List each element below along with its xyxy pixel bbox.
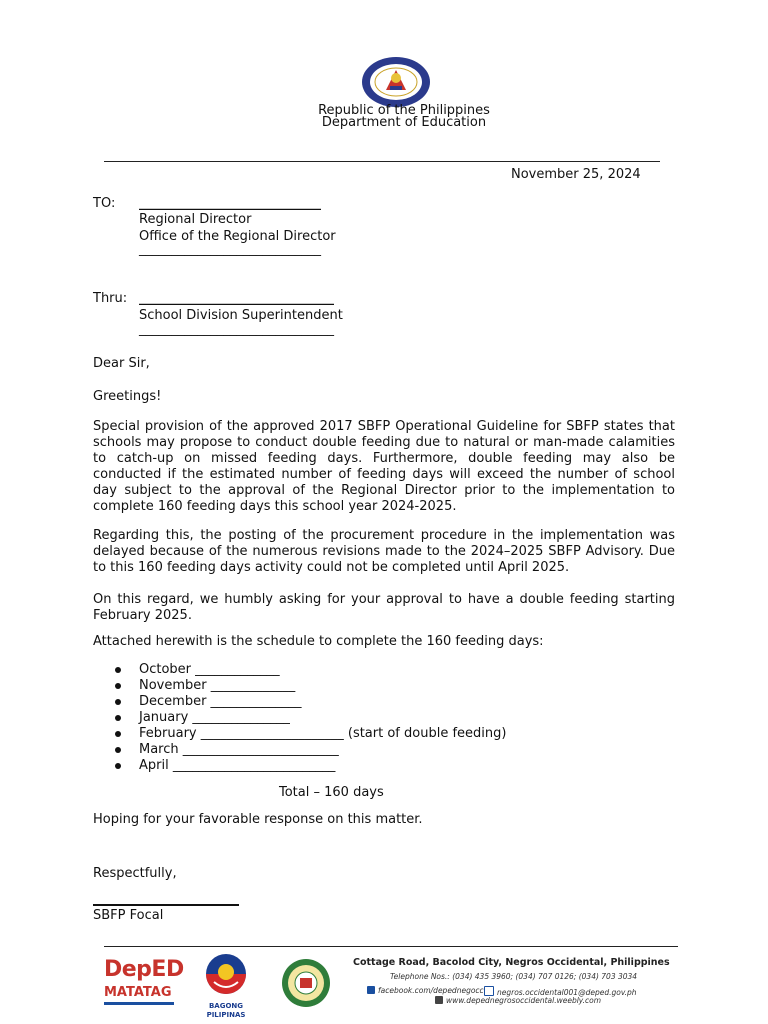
footer-facebook <box>367 986 484 995</box>
thru-title: School Division Superintendent <box>139 308 343 323</box>
list-item: February ______________________ (start of double feeding) <box>139 726 507 741</box>
to-label: TO: <box>93 196 116 211</box>
paragraph-4: Attached herewith is the schedule to complete the 160 feeding days: <box>93 634 544 649</box>
paragraph-2: Regarding this, the posting of the procurement procedure in the implementation was delayed because of the numerous revisions made to the 2024–2025 SBFP Advisory. Due to this 160 feeding days activity could not be completed until April 2025. <box>93 528 675 575</box>
thru-label: Thru: <box>93 291 128 306</box>
matatag-logo-text: MATATAG <box>104 985 172 1000</box>
signatory: SBFP Focal <box>93 908 164 923</box>
bullet-icon <box>115 699 121 705</box>
closing-line: Hoping for your favorable response on this matter. <box>93 812 423 827</box>
closing: Respectfully, <box>93 866 177 881</box>
bullet-icon <box>115 715 121 721</box>
list-item: April _________________________ <box>139 758 336 773</box>
division-seal-icon <box>280 958 332 1008</box>
footer-telephone: Telephone Nos.: (034) 435 3960; (034) 707 0126; (034) 703 3034 <box>390 972 638 981</box>
list-item: November _____________ <box>139 678 296 693</box>
list-item: January _______________ <box>139 710 290 725</box>
email-icon <box>484 986 494 996</box>
list-item: December ______________ <box>139 694 302 709</box>
header-divider <box>104 161 660 162</box>
footer-divider <box>104 946 678 947</box>
facebook-icon <box>367 986 375 994</box>
to-blank-line-2: ____________________________ <box>139 242 321 257</box>
bagong-pilipinas-text: BAGONG PILIPINAS <box>206 1002 246 1019</box>
bullet-icon <box>115 763 121 769</box>
paragraph-3: On this regard, we humbly asking for your approval to have a double feeding starting February 2025. <box>93 592 675 623</box>
thru-blank-line-2: ______________________________ <box>139 322 334 337</box>
greeting: Greetings! <box>93 389 162 404</box>
deped-seal-icon <box>360 56 432 108</box>
bagong-pilipinas-icon <box>190 952 262 998</box>
letter-date: November 25, 2024 <box>511 167 641 182</box>
deped-matatag-logo <box>104 957 184 1010</box>
signature-line <box>93 904 239 906</box>
bullet-icon <box>115 747 121 753</box>
footer-website <box>435 996 601 1005</box>
header-country: Republic of the Philippines <box>318 103 490 118</box>
paragraph-1: Special provision of the approved 2017 SBFP Operational Guideline for SBFP states that schools may propose to conduct double feeding due to natural or man-made calamities to catch-up on missed feeding days. Furthermore, double feeding may also be conducted if the estimated number of feeding days will exceed the number of school day subject to the approval of the Regional Director prior to the implementation to complete 160 feeding days this school year 2024-2025. <box>93 419 675 514</box>
facebook-text: facebook.com/depednegocc <box>378 986 484 995</box>
website-text: www.depednegrosoccidental.weebly.com <box>446 996 602 1005</box>
total-days: Total – 160 days <box>279 785 384 800</box>
to-office: Office of the Regional Director <box>139 229 336 244</box>
salutation: Dear Sir, <box>93 356 150 371</box>
email-text: negros.occidental001@deped.gov.ph <box>497 988 637 997</box>
footer-address: Cottage Road, Bacolod City, Negros Occidental, Philippines <box>353 957 670 968</box>
header-department: Department of Education <box>321 115 487 130</box>
bullet-icon <box>115 731 121 737</box>
globe-icon <box>435 996 443 1004</box>
thru-blank-line: ______________________________ <box>139 291 334 306</box>
to-blank-line: ____________________________ <box>139 196 321 211</box>
list-item: March ________________________ <box>139 742 339 757</box>
bagong-pilipinas-logo <box>190 952 262 1019</box>
deped-logo-text: DepED <box>104 957 184 982</box>
list-item: October _____________ <box>139 662 280 677</box>
bullet-icon <box>115 667 121 673</box>
to-title: Regional Director <box>139 212 252 227</box>
bullet-icon <box>115 683 121 689</box>
